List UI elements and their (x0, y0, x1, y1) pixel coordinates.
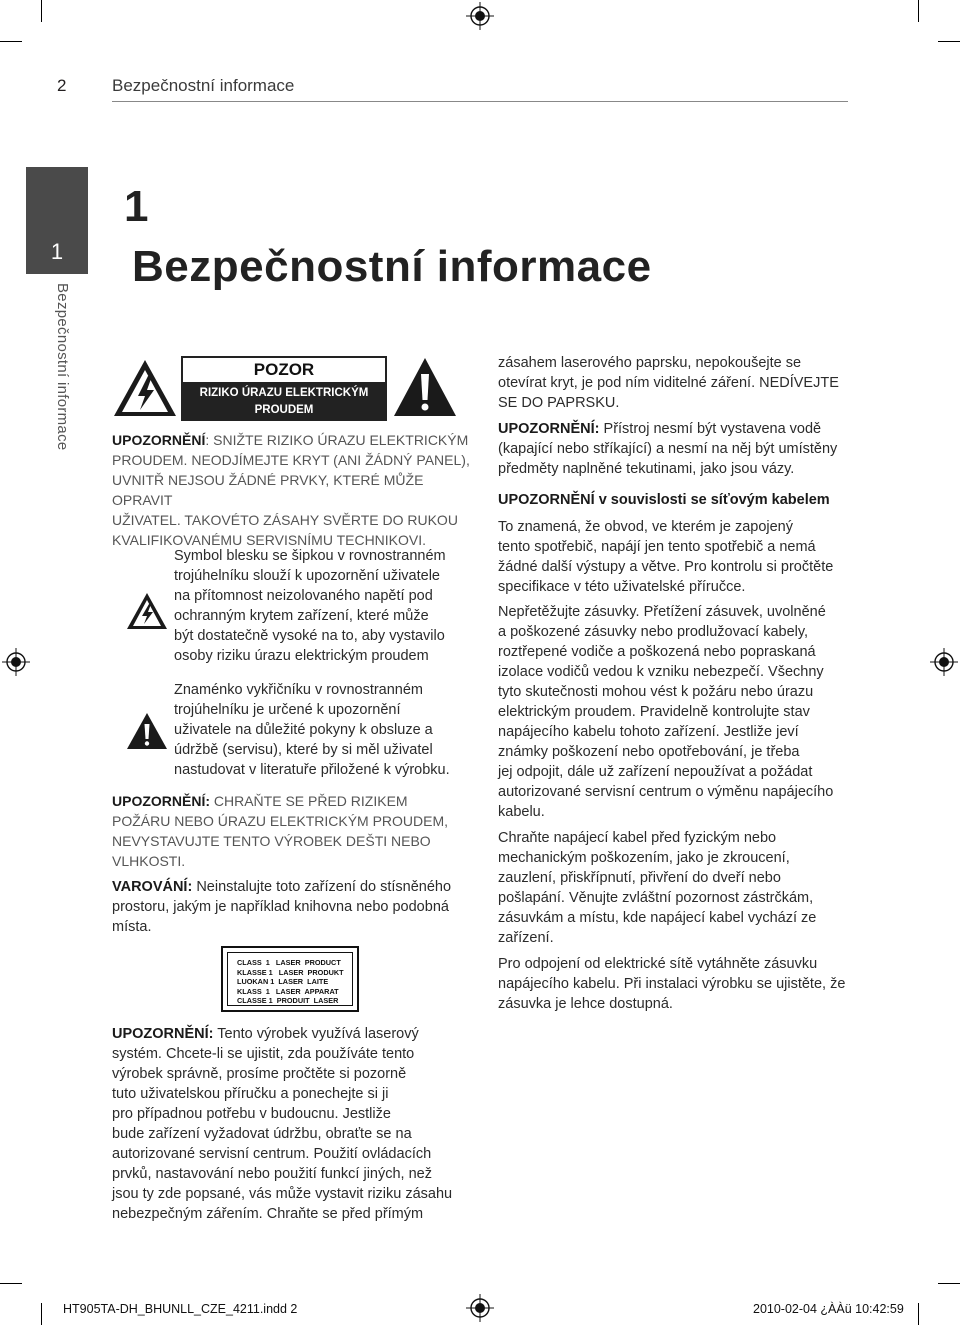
section-heading: UPOZORNĚNÍ v souvislosti se síťovým kabelem (498, 492, 830, 508)
paragraph-circuit: To znamená, že obvod, ve kterém je zapojený tento spotřebič, napájí jen tento spotřebič a nemá žádné další výstupy a větve. Pro kontrolu si pročtěte specifikace v této uživatelské příručce. (498, 519, 834, 595)
warning-installation: VAROVÁNÍ: Neinstalujte toto zařízení do stísněného prostoru, jakým je například knihovna nebo podobná místa. (112, 879, 452, 935)
pozor-label (181, 356, 385, 420)
exclamation-symbol-note: Znaménko vykřičníku v rovnostranném trojúhelníku je určené k upozornění uživatele na důležité pokyny k obsluze a údržbě (servisu), které by si měl uživatel nastudovat v literatuře přiložené k výrobku. (174, 682, 450, 778)
chapter-title: Bezpečnostní informace (132, 242, 652, 291)
chapter-tab-number: 1 (50, 239, 64, 264)
warning-electric-shock: UPOZORNĚNÍ: SNIŽTE RIZIKO ÚRAZU ELEKTRICKÝM PROUDEM. NEODJÍMEJTE KRYT (ANI ŽÁDNÝ PANEL), UVNITŘ NEJSOU ŽÁDNÉ PRVKY, KTERÉ MŮŽE OPRAVIT UŽIVATEL. TAKOVÉTO ZÁSAHY SVĚRTE DO RUKOU KVALIFIKOVANÉMU SERVISNÍMU TECHNIKOVI. (112, 432, 470, 548)
warning-label: UPOZORNĚNÍ: (112, 1026, 214, 1042)
laser-warning-continued: zásahem laserového paprsku, nepokoušejte se otevírat kryt, je pod ním viditelné záření. NEDÍVEJTE SE DO PAPRSKU. (498, 355, 839, 411)
registration-mark-icon (466, 1294, 494, 1322)
exclamation-triangle-icon (126, 712, 168, 750)
warning-laser: UPOZORNĚNÍ: Tento výrobek využívá laserový systém. Chcete-li se ujistit, zda používáte tento výrobek správně, prosíme pročtěte si pozorně tuto uživatelskou příručku a ponechejte si ji pro případnou potřebu v budoucnu. Jestliže bude zařízení vyžadovat údržbu, obraťte se na autorizované servisní centrum. Použití ovládacích prvků, nastavování nebo použití funkcí jiných, než jsou ty zde popsané, vás může vystavit riziku zásahu nebezpečným zářením. Chraňte se před přímým (112, 1026, 453, 1222)
pozor-title: POZOR (181, 356, 387, 384)
warning-label: UPOZORNĚNÍ (112, 432, 206, 448)
crop-mark (41, 1303, 42, 1325)
page-number: 2 (57, 76, 67, 95)
running-header: Bezpečnostní informace (112, 76, 295, 95)
chapter-tab-label (54, 283, 78, 483)
pozor-subtitle (181, 384, 387, 421)
header-rule (112, 101, 848, 102)
exclamation-warning-icon (392, 356, 458, 418)
registration-mark-icon (466, 2, 494, 30)
crop-mark (938, 1283, 960, 1284)
laser-class-label (221, 946, 359, 1012)
lightning-symbol-note: Symbol blesku se šipkou v rovnostranném trojúhelníku slouží k upozornění uživatele na přítomnost neizolovaného napětí pod ochranným krytem zařízení, které může být dostatečně vysoké na to, aby vystavilo osoby riziku úrazu elektrickým proudem (174, 548, 446, 664)
chapter-number: 1 (124, 182, 149, 231)
crop-mark (918, 1303, 919, 1325)
crop-mark (918, 0, 919, 22)
warning-water: UPOZORNĚNÍ: Přístroj nesmí být vystavena vodě (kapající nebo stříkající) a nesmí na něj být umístěny předměty naplněné tekutinami, jako jsou vázy. (498, 421, 838, 477)
pozor-subtitle-line2: PROUDEM (254, 404, 314, 416)
registration-mark-icon (930, 648, 958, 676)
registration-mark-icon (2, 648, 30, 676)
paragraph-cable-protection: Chraňte napájecí kabel před fyzickým nebo mechanickým poškozením, jako je zkroucení, zauzlení, přiskřípnutí, přivření do dveří nebo pošlapání. Věnujte zvláštní pozornost zástrčkám, zásuvkám a místu, kde napájecí kabel vychází ze zařízení. (498, 830, 817, 946)
warning-label: UPOZORNĚNÍ: (112, 793, 210, 809)
paragraph-disconnect: Pro odpojení od elektrické sítě vytáhněte zásuvku napájecího kabelu. Při instalaci výrobku se ujistěte, že zásuvka je lehce dostupná. (498, 956, 846, 1012)
chapter-tab (26, 167, 88, 274)
lightning-triangle-icon (126, 592, 168, 630)
footer-filename: HT905TA-DH_BHUNLL_CZE_4211.indd 2 (63, 1302, 298, 1316)
laser-class-text: CLASS 1 LASER PRODUCT KLASSE 1 LASER PRODUKT LUOKAN 1 LASER LAITE KLASS 1 LASER APPARAT CLASSE 1 PRODUIT LASER (227, 952, 353, 1006)
paragraph-overload: Nepřetěžujte zásuvky. Přetížení zásuvek, uvolněné a poškozené zásuvky nebo prodlužovací kabely, roztřepené vodiče a poškozená nebo popraskaná izolace vodičů vedou k vzniku nebezpečí. Všechny tyto skutečnosti mohou vést k požáru nebo úrazu elektrickým proudem. Pravidelně kontrolujte stav napájecího kabelu tohoto zařízení. Jestliže jeví známky poškození nebo opotřebování, je třeba jej odpojit, dále už zařízení nepoužívat a požádat autorizované servisní centrum o výměnu napájecího kabelu. (498, 604, 834, 820)
electric-shock-warning-icon (112, 358, 178, 418)
warning-label: UPOZORNĚNÍ: (498, 421, 600, 437)
warning-label: VAROVÁNÍ: (112, 879, 193, 895)
footer-timestamp: 2010-02-04 ¿ÀÀü 10:42:59 (753, 1302, 904, 1316)
crop-mark (938, 41, 960, 42)
crop-mark (0, 1283, 22, 1284)
pozor-subtitle-line1: RIZIKO ÚRAZU ELEKTRICKÝM (199, 387, 369, 399)
crop-mark (41, 0, 42, 22)
crop-mark (0, 41, 22, 42)
chapter-tab-label-text: Bezpečnostní informace (54, 283, 71, 451)
warning-fire-moisture: UPOZORNĚNÍ: CHRAŇTE SE PŘED RIZIKEM POŽÁRU NEBO ÚRAZU ELEKTRICKÝM PROUDEM, NEVYSTAVUJTE TENTO VÝROBEK DEŠTI NEBO VLHKOSTI. (112, 793, 449, 869)
